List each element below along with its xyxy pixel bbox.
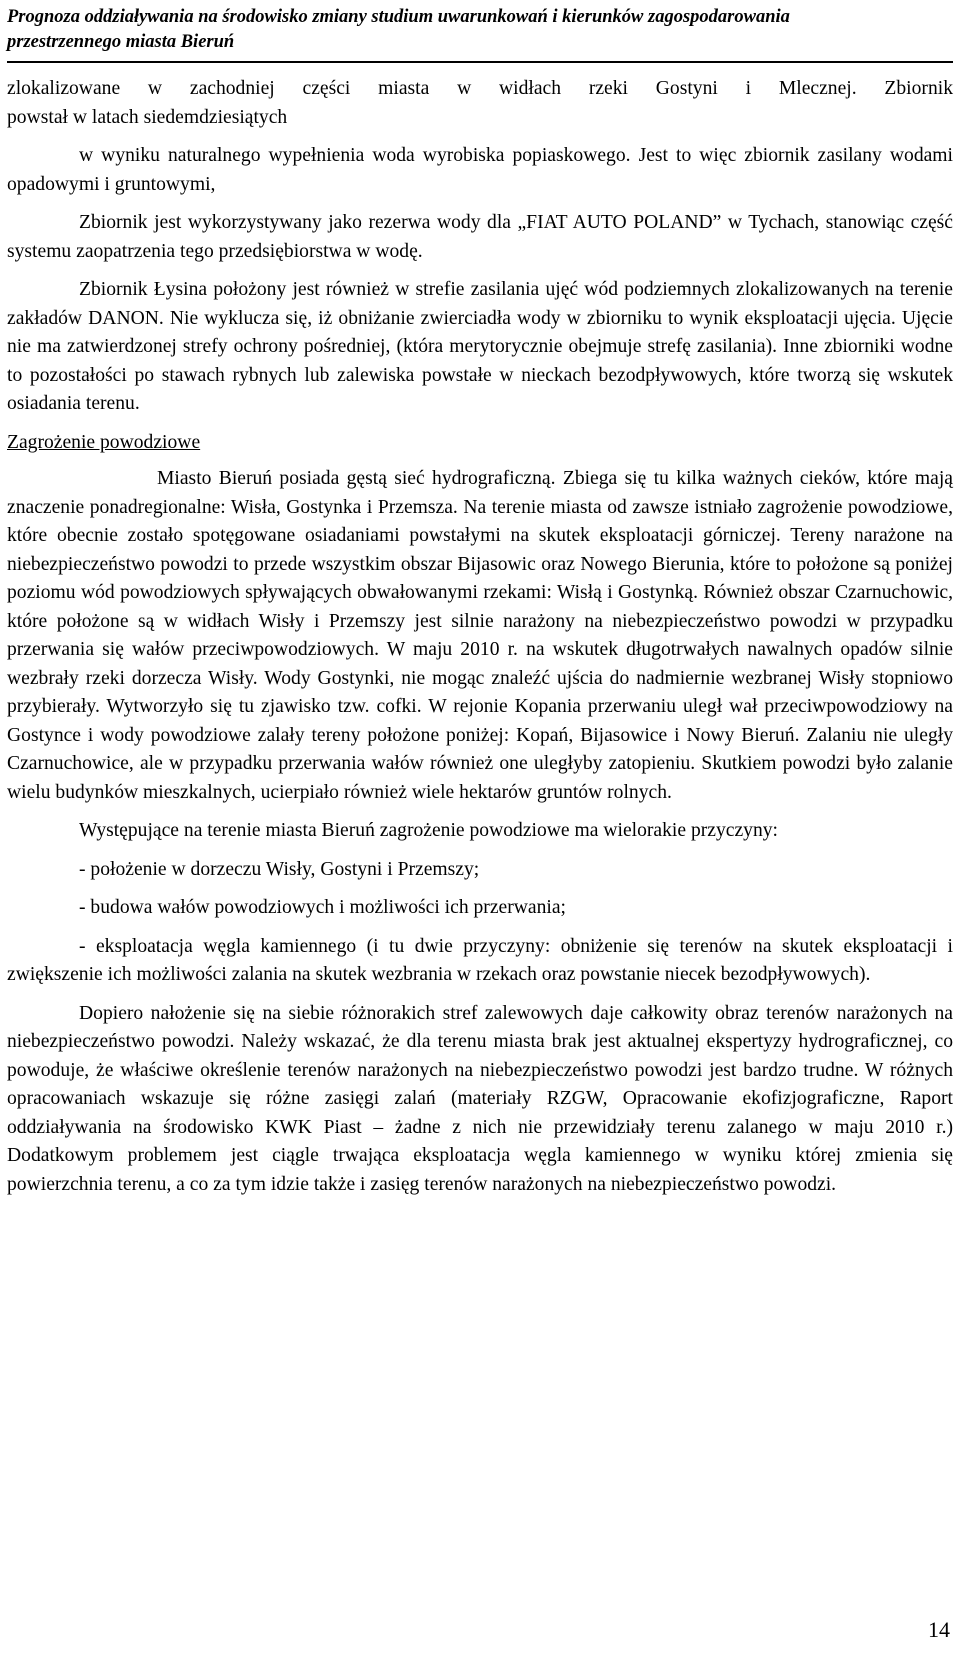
- header-title-line-2: przestrzennego miasta Bieruń: [7, 32, 235, 52]
- body-text: [7, 75, 953, 1209]
- paragraph-2: w wyniku naturalnego wypełnienia woda wyrobiska popiaskowego. Jest to więc zbiornik zasilany wodami opadowymi i gruntowymi,: [7, 145, 953, 195]
- paragraph-4: Zbiornik Łysina położony jest również w strefie zasilania ujęć wód podziemnych zlokalizowanych na terenie zakładów DANON. Nie wyklucza się, iż obniżanie zwierciadła wody w zbiorniku to wynik eksploatacji ujęcia. Ujęcie nie ma zatwierdzonej strefy ochrony pośredniej, (która merytorycznie obejmuje strefę zasilania). Inne zbiorniki wodne to pozostałości po stawach rybnych lub zalewiska powstałe w nieckach bezodpływowych, które tworzą się wskutek osiadania terenu.: [7, 279, 953, 414]
- paragraph-7: Dopiero nałożenie się na siebie różnorakich stref zalewowych daje całkowity obraz terenów narażonych na niebezpieczeństwo powodzi. Należy wskazać, że dla terenu miasta brak jest aktualnej ekspertyzy hydrograficznej, co powoduje, że właściwe określenie terenów narażonych na niebezpieczeństwo powodzi jest bardzo trudne. W różnych opracowaniach wskazuje się różne zasięgi zalań (materiały RZGW, Opracowanie ekofizjograficzne, Raport oddziaływania na środowisko KWK Piast – żadne z nich nie przewidziały terenu zalanego w maju 2010 r.) Dodatkowym problemem jest ciągle trwająca eksploatacja węgla kamiennego w wyniku której zmienia się powierzchnia terenu, a co za tym idzie także i zasięg terenów narażonych na niebezpieczeństwo powodzi.: [7, 1002, 953, 1195]
- list-item-2: - budowa wałów powodziowych i możliwości ich przerwania;: [79, 897, 566, 918]
- header-title-line-1: Prognoza oddziaływania na środowisko zmiany studium uwarunkowań i kierunków zagospodarowania: [7, 7, 790, 27]
- paragraph-6: Występujące na terenie miasta Bieruń zagrożenie powodziowe ma wielorakie przyczyny:: [79, 820, 778, 841]
- paragraph-3: Zbiornik jest wykorzystywany jako rezerwa wody dla „FIAT AUTO POLAND” w Tychach, stanowiąc część systemu zaopatrzenia tego przedsiębiorstwa w wodę.: [7, 212, 953, 262]
- running-header: [7, 5, 953, 63]
- list-item-3: - eksploatacja węgla kamiennego (i tu dwie przyczyny: obniżenie się terenów na skutek eksploatacji i zwiększenie ich możliwości zalania na skutek wezbrania w rzekach oraz powstanie niecek bezodpływowych).: [7, 935, 953, 985]
- paragraph-5: Miasto Bieruń posiada gęstą sieć hydrograficzną. Zbiega się tu kilka ważnych cieków, które mają znaczenie ponadregionalne: Wisła, Gostynka i Przemsza. Na terenie miasta od zawsze istniało zagrożenie powodziowe, które obecnie zostało spotęgowane osiadaniami powstałymi na skutek eksploatacji górniczej. Tereny narażone na niebezpieczeństwo powodzi to przede wszystkim obszar Bijasowic oraz Nowego Bierunia, które to położone są poniżej poziomu wód powodziowych spływających obwałowanymi rzekami: Wisłą i Gostynką. Również obszar Czarnuchowic, które położone są w widłach Wisły i Przemszy jest silnie narażony na niebezpieczeństwo powodzi w przypadku przerwania się wałów przeciwpowodziowych. W maju 2010 r. na wskutek długotrwałych nawalnych opadów silnie wezbrały rzeki dorzecza Wisły. Wody Gostynki, nie mogąc znaleźć ujścia do nadmiernie wezbranej Wisły stopniowo przybierały. Wytworzyło się tu zjawisko tzw. cofki. W rejonie Kopania przerwaniu uległ wał przeciwpowodziowy na Gostynce i wody powodziowe zalały tereny położone poniżej: Kopań, Bijasowice i Nowy Bieruń. Zalaniu nie uległy Czarnuchowice, ale w przypadku przerwania wałów również one uległyby zatopieniu. Skutkiem powodzi było zalanie wielu budynków mieszkalnych, ucierpiało również wiele hektarów gruntów rolnych.: [7, 468, 953, 803]
- list-item-1: - położenie w dorzeczu Wisły, Gostyni i Przemszy;: [79, 858, 480, 880]
- page-number: 14: [928, 1617, 950, 1642]
- section-heading: Zagrożenie powodziowe: [7, 431, 201, 453]
- paragraph-1-line-1: zlokalizowane w zachodniej części miasta w widłach rzeki Gostyni i Mlecznej. Zbiornik: [7, 78, 953, 99]
- paragraph-1-line-2: powstał w latach siedemdziesiątych: [7, 106, 288, 128]
